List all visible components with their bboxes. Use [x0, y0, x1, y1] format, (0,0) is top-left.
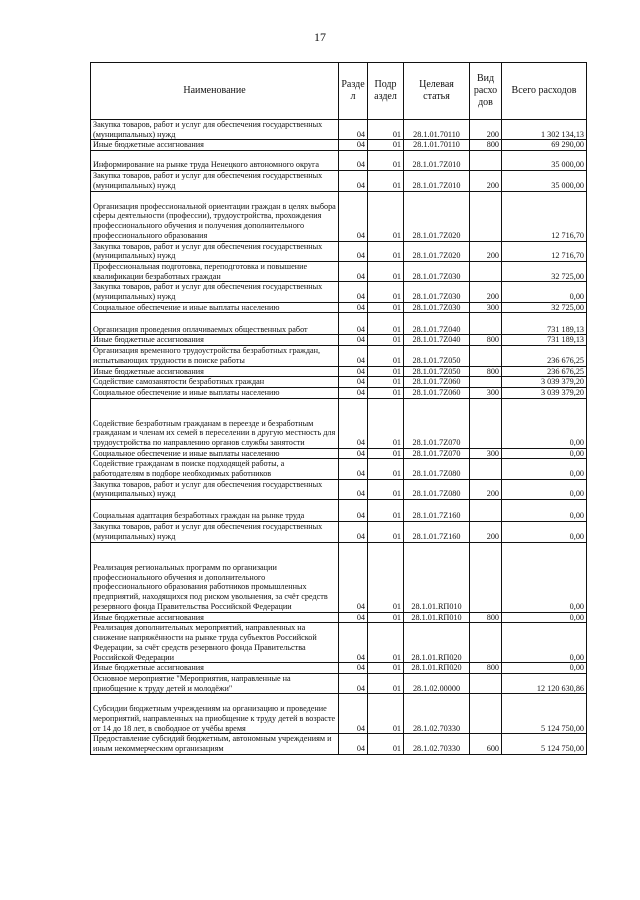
row-expense-type-cell: 200: [470, 522, 502, 542]
row-amount-cell: 0,00: [502, 479, 587, 499]
row-expense-type-cell: [470, 313, 502, 335]
row-expense-type-cell: 200: [470, 241, 502, 261]
table-row: [91, 522, 587, 542]
page-number: 17: [314, 30, 326, 44]
row-name-cell: Социальное обеспечение и иные выплаты населению: [91, 448, 339, 459]
table-row: [91, 241, 587, 261]
row-subsection-cell: 01: [368, 522, 404, 542]
row-target-cell: 28.1.01.RП020: [404, 623, 470, 663]
row-subsection-cell: 01: [368, 377, 404, 388]
row-name-cell: Социальное обеспечение и иные выплаты населению: [91, 387, 339, 398]
row-target-cell: 28.1.01.7Z030: [404, 261, 470, 281]
row-expense-type-cell: 200: [470, 479, 502, 499]
row-section-cell: 04: [339, 151, 368, 171]
row-expense-type-cell: [470, 377, 502, 388]
row-subsection-cell: 01: [368, 151, 404, 171]
row-target-cell: 28.1.01.RП010: [404, 542, 470, 612]
table-row: [91, 335, 587, 346]
row-amount-cell: 0,00: [502, 398, 587, 448]
row-name-cell: Реализация дополнительных мероприятий, направленных на снижение напряжённости на рынке труда субъектов Российской Федерации, за счёт средств резервного фонда Правительства Российской Федерации: [91, 623, 339, 663]
table-row: [91, 302, 587, 313]
row-expense-type-cell: [470, 191, 502, 241]
row-target-cell: 28.1.01.7Z020: [404, 241, 470, 261]
row-section-cell: 04: [339, 459, 368, 479]
budget-table: [90, 62, 587, 755]
row-name-cell: Закупка товаров, работ и услуг для обеспечения государственных (муниципальных) нужд: [91, 522, 339, 542]
row-expense-type-cell: 300: [470, 448, 502, 459]
table-row: [91, 734, 587, 754]
row-name-cell: Реализация региональных программ по организации профессионального обучения и дополнительного профессионального образования работников промышленных предприятий, находящихся под риском увольнения, за счёт средств резервного фонда Правительства Российской Федерации: [91, 542, 339, 612]
row-subsection-cell: 01: [368, 120, 404, 140]
row-amount-cell: 1 302 134,13: [502, 120, 587, 140]
row-subsection-cell: 01: [368, 479, 404, 499]
row-section-cell: 04: [339, 366, 368, 377]
row-name-cell: Основное мероприятие "Мероприятия, направленные на приобщение к труду детей и молодёжи": [91, 673, 339, 693]
row-subsection-cell: 01: [368, 191, 404, 241]
row-target-cell: 28.1.01.RП010: [404, 612, 470, 623]
row-expense-type-cell: [470, 459, 502, 479]
row-target-cell: 28.1.01.7Z060: [404, 387, 470, 398]
row-name-cell: Профессиональная подготовка, переподготовка и повышение квалификации безработных граждан: [91, 261, 339, 281]
row-name-cell: Содействие самозанятости безработных граждан: [91, 377, 339, 388]
row-section-cell: 04: [339, 335, 368, 346]
row-expense-type-cell: 800: [470, 663, 502, 674]
header-name: Наименование: [91, 63, 339, 120]
row-expense-type-cell: 800: [470, 335, 502, 346]
table-row: [91, 346, 587, 366]
row-amount-cell: 32 725,00: [502, 302, 587, 313]
row-amount-cell: 236 676,25: [502, 366, 587, 377]
row-section-cell: 04: [339, 694, 368, 734]
row-amount-cell: 0,00: [502, 282, 587, 302]
row-target-cell: 28.1.02.00000: [404, 673, 470, 693]
row-section-cell: 04: [339, 313, 368, 335]
row-target-cell: 28.1.01.7Z080: [404, 479, 470, 499]
row-expense-type-cell: 300: [470, 302, 502, 313]
table-row: [91, 261, 587, 281]
table-row: [91, 673, 587, 693]
row-target-cell: 28.1.01.7Z020: [404, 191, 470, 241]
row-expense-type-cell: [470, 694, 502, 734]
row-subsection-cell: 01: [368, 140, 404, 151]
row-target-cell: 28.1.01.7Z080: [404, 459, 470, 479]
row-section-cell: 04: [339, 398, 368, 448]
row-target-cell: 28.1.02.70330: [404, 694, 470, 734]
row-section-cell: 04: [339, 663, 368, 674]
header-section: Разде л: [339, 63, 368, 120]
row-expense-type-cell: 300: [470, 387, 502, 398]
row-name-cell: Иные бюджетные ассигнования: [91, 335, 339, 346]
table-row: [91, 282, 587, 302]
row-amount-cell: 35 000,00: [502, 151, 587, 171]
row-section-cell: 04: [339, 377, 368, 388]
table-row: [91, 694, 587, 734]
row-expense-type-cell: 600: [470, 734, 502, 754]
row-section-cell: 04: [339, 612, 368, 623]
row-subsection-cell: 01: [368, 673, 404, 693]
row-target-cell: 28.1.01.7Z070: [404, 398, 470, 448]
table-row: [91, 663, 587, 674]
row-subsection-cell: 01: [368, 241, 404, 261]
row-name-cell: Информирование на рынке труда Ненецкого автономного округа: [91, 151, 339, 171]
row-target-cell: 28.1.01.7Z060: [404, 377, 470, 388]
row-section-cell: 04: [339, 302, 368, 313]
row-name-cell: Иные бюджетные ассигнования: [91, 612, 339, 623]
header-total: Всего расходов: [502, 63, 587, 120]
row-name-cell: Организация временного трудоустройства безработных граждан, испытывающих трудности в поиске работы: [91, 346, 339, 366]
table-row: [91, 140, 587, 151]
row-amount-cell: 0,00: [502, 623, 587, 663]
row-name-cell: Иные бюджетные ассигнования: [91, 140, 339, 151]
header-target: Целевая статья: [404, 63, 470, 120]
row-name-cell: Закупка товаров, работ и услуг для обеспечения государственных (муниципальных) нужд: [91, 282, 339, 302]
row-section-cell: 04: [339, 282, 368, 302]
row-target-cell: 28.1.01.7Z160: [404, 522, 470, 542]
row-target-cell: 28.1.01.7Z010: [404, 171, 470, 191]
row-section-cell: 04: [339, 120, 368, 140]
row-section-cell: 04: [339, 346, 368, 366]
row-section-cell: 04: [339, 542, 368, 612]
row-name-cell: Содействие гражданам в поиске подходящей работы, а работодателям в подборе необходимых работников: [91, 459, 339, 479]
row-expense-type-cell: [470, 542, 502, 612]
row-section-cell: 04: [339, 171, 368, 191]
row-target-cell: 28.1.01.70110: [404, 140, 470, 151]
table-row: [91, 623, 587, 663]
table-header-row: [91, 63, 587, 120]
row-expense-type-cell: [470, 673, 502, 693]
row-section-cell: 04: [339, 673, 368, 693]
row-subsection-cell: 01: [368, 261, 404, 281]
row-name-cell: Иные бюджетные ассигнования: [91, 366, 339, 377]
row-subsection-cell: 01: [368, 398, 404, 448]
row-subsection-cell: 01: [368, 734, 404, 754]
row-amount-cell: 5 124 750,00: [502, 694, 587, 734]
row-expense-type-cell: 200: [470, 171, 502, 191]
row-name-cell: Социальная адаптация безработных граждан на рынке труда: [91, 500, 339, 522]
table-row: [91, 479, 587, 499]
row-expense-type-cell: [470, 346, 502, 366]
row-section-cell: 04: [339, 734, 368, 754]
row-amount-cell: 35 000,00: [502, 171, 587, 191]
row-target-cell: 28.1.01.7Z050: [404, 366, 470, 377]
row-amount-cell: 12 716,70: [502, 191, 587, 241]
row-target-cell: 28.1.01.7Z040: [404, 313, 470, 335]
row-name-cell: Иные бюджетные ассигнования: [91, 663, 339, 674]
table-row: [91, 171, 587, 191]
row-subsection-cell: 01: [368, 623, 404, 663]
row-amount-cell: 69 290,00: [502, 140, 587, 151]
row-expense-type-cell: [470, 261, 502, 281]
row-subsection-cell: 01: [368, 542, 404, 612]
row-section-cell: 04: [339, 623, 368, 663]
table-row: [91, 151, 587, 171]
row-amount-cell: 5 124 750,00: [502, 734, 587, 754]
row-expense-type-cell: 200: [470, 282, 502, 302]
row-section-cell: 04: [339, 387, 368, 398]
row-name-cell: Организация профессиональной ориентации граждан в целях выбора сферы деятельности (профессии), трудоустройства, прохождения профессионального обучения и получения дополнительного профессионального образования: [91, 191, 339, 241]
row-target-cell: 28.1.01.7Z030: [404, 302, 470, 313]
row-expense-type-cell: [470, 398, 502, 448]
row-expense-type-cell: 800: [470, 140, 502, 151]
header-expense-type: Вид расхо дов: [470, 63, 502, 120]
table-row: [91, 398, 587, 448]
table-row: [91, 500, 587, 522]
row-amount-cell: 32 725,00: [502, 261, 587, 281]
row-target-cell: 28.1.01.7Z010: [404, 151, 470, 171]
row-amount-cell: 0,00: [502, 663, 587, 674]
row-amount-cell: 12 716,70: [502, 241, 587, 261]
row-subsection-cell: 01: [368, 171, 404, 191]
row-amount-cell: 236 676,25: [502, 346, 587, 366]
table-row: [91, 313, 587, 335]
row-expense-type-cell: [470, 151, 502, 171]
row-target-cell: 28.1.02.70330: [404, 734, 470, 754]
row-name-cell: Предоставление субсидий бюджетным, автономным учреждениям и иным некоммерческим организациям: [91, 734, 339, 754]
row-section-cell: 04: [339, 261, 368, 281]
row-subsection-cell: 01: [368, 500, 404, 522]
row-name-cell: Закупка товаров, работ и услуг для обеспечения государственных (муниципальных) нужд: [91, 241, 339, 261]
row-amount-cell: 3 039 379,20: [502, 377, 587, 388]
row-section-cell: 04: [339, 522, 368, 542]
row-subsection-cell: 01: [368, 335, 404, 346]
row-subsection-cell: 01: [368, 302, 404, 313]
table-row: [91, 377, 587, 388]
row-section-cell: 04: [339, 241, 368, 261]
row-name-cell: Закупка товаров, работ и услуг для обеспечения государственных (муниципальных) нужд: [91, 479, 339, 499]
row-name-cell: Субсидии бюджетным учреждениям на организацию и проведение мероприятий, направленных на приобщение к труду детей в возрасте от 14 до 18 лет, в свободное от учёбы время: [91, 694, 339, 734]
row-amount-cell: 0,00: [502, 448, 587, 459]
row-subsection-cell: 01: [368, 282, 404, 302]
row-expense-type-cell: 800: [470, 366, 502, 377]
row-amount-cell: 0,00: [502, 612, 587, 623]
row-subsection-cell: 01: [368, 313, 404, 335]
row-target-cell: 28.1.01.7Z070: [404, 448, 470, 459]
row-target-cell: 28.1.01.7Z050: [404, 346, 470, 366]
table-row: [91, 191, 587, 241]
table-row: [91, 387, 587, 398]
row-amount-cell: 731 189,13: [502, 335, 587, 346]
row-section-cell: 04: [339, 191, 368, 241]
row-amount-cell: 0,00: [502, 522, 587, 542]
row-target-cell: 28.1.01.7Z040: [404, 335, 470, 346]
row-subsection-cell: 01: [368, 459, 404, 479]
table-row: [91, 459, 587, 479]
row-section-cell: 04: [339, 448, 368, 459]
row-expense-type-cell: 200: [470, 120, 502, 140]
row-expense-type-cell: [470, 623, 502, 663]
row-name-cell: Содействие безработным гражданам в переезде и безработным гражданам и членам их семей в переселении в другую местность для трудоустройства по направлению органов службы занятости: [91, 398, 339, 448]
row-expense-type-cell: 800: [470, 612, 502, 623]
row-section-cell: 04: [339, 500, 368, 522]
row-subsection-cell: 01: [368, 694, 404, 734]
row-subsection-cell: 01: [368, 663, 404, 674]
row-name-cell: Закупка товаров, работ и услуг для обеспечения государственных (муниципальных) нужд: [91, 120, 339, 140]
row-name-cell: Закупка товаров, работ и услуг для обеспечения государственных (муниципальных) нужд: [91, 171, 339, 191]
table-row: [91, 366, 587, 377]
row-section-cell: 04: [339, 140, 368, 151]
row-section-cell: 04: [339, 479, 368, 499]
row-name-cell: Организация проведения оплачиваемых общественных работ: [91, 313, 339, 335]
row-amount-cell: 731 189,13: [502, 313, 587, 335]
row-amount-cell: 12 120 630,86: [502, 673, 587, 693]
row-amount-cell: 0,00: [502, 500, 587, 522]
row-target-cell: 28.1.01.RП020: [404, 663, 470, 674]
row-amount-cell: 0,00: [502, 542, 587, 612]
table-row: [91, 542, 587, 612]
table-row: [91, 448, 587, 459]
row-subsection-cell: 01: [368, 366, 404, 377]
header-subsection: Подр аздел: [368, 63, 404, 120]
row-expense-type-cell: [470, 500, 502, 522]
row-target-cell: 28.1.01.7Z160: [404, 500, 470, 522]
row-amount-cell: 0,00: [502, 459, 587, 479]
row-name-cell: Социальное обеспечение и иные выплаты населению: [91, 302, 339, 313]
row-subsection-cell: 01: [368, 346, 404, 366]
row-subsection-cell: 01: [368, 612, 404, 623]
row-amount-cell: 3 039 379,20: [502, 387, 587, 398]
row-target-cell: 28.1.01.7Z030: [404, 282, 470, 302]
table-row: [91, 120, 587, 140]
row-target-cell: 28.1.01.70110: [404, 120, 470, 140]
row-subsection-cell: 01: [368, 387, 404, 398]
table-row: [91, 612, 587, 623]
row-subsection-cell: 01: [368, 448, 404, 459]
